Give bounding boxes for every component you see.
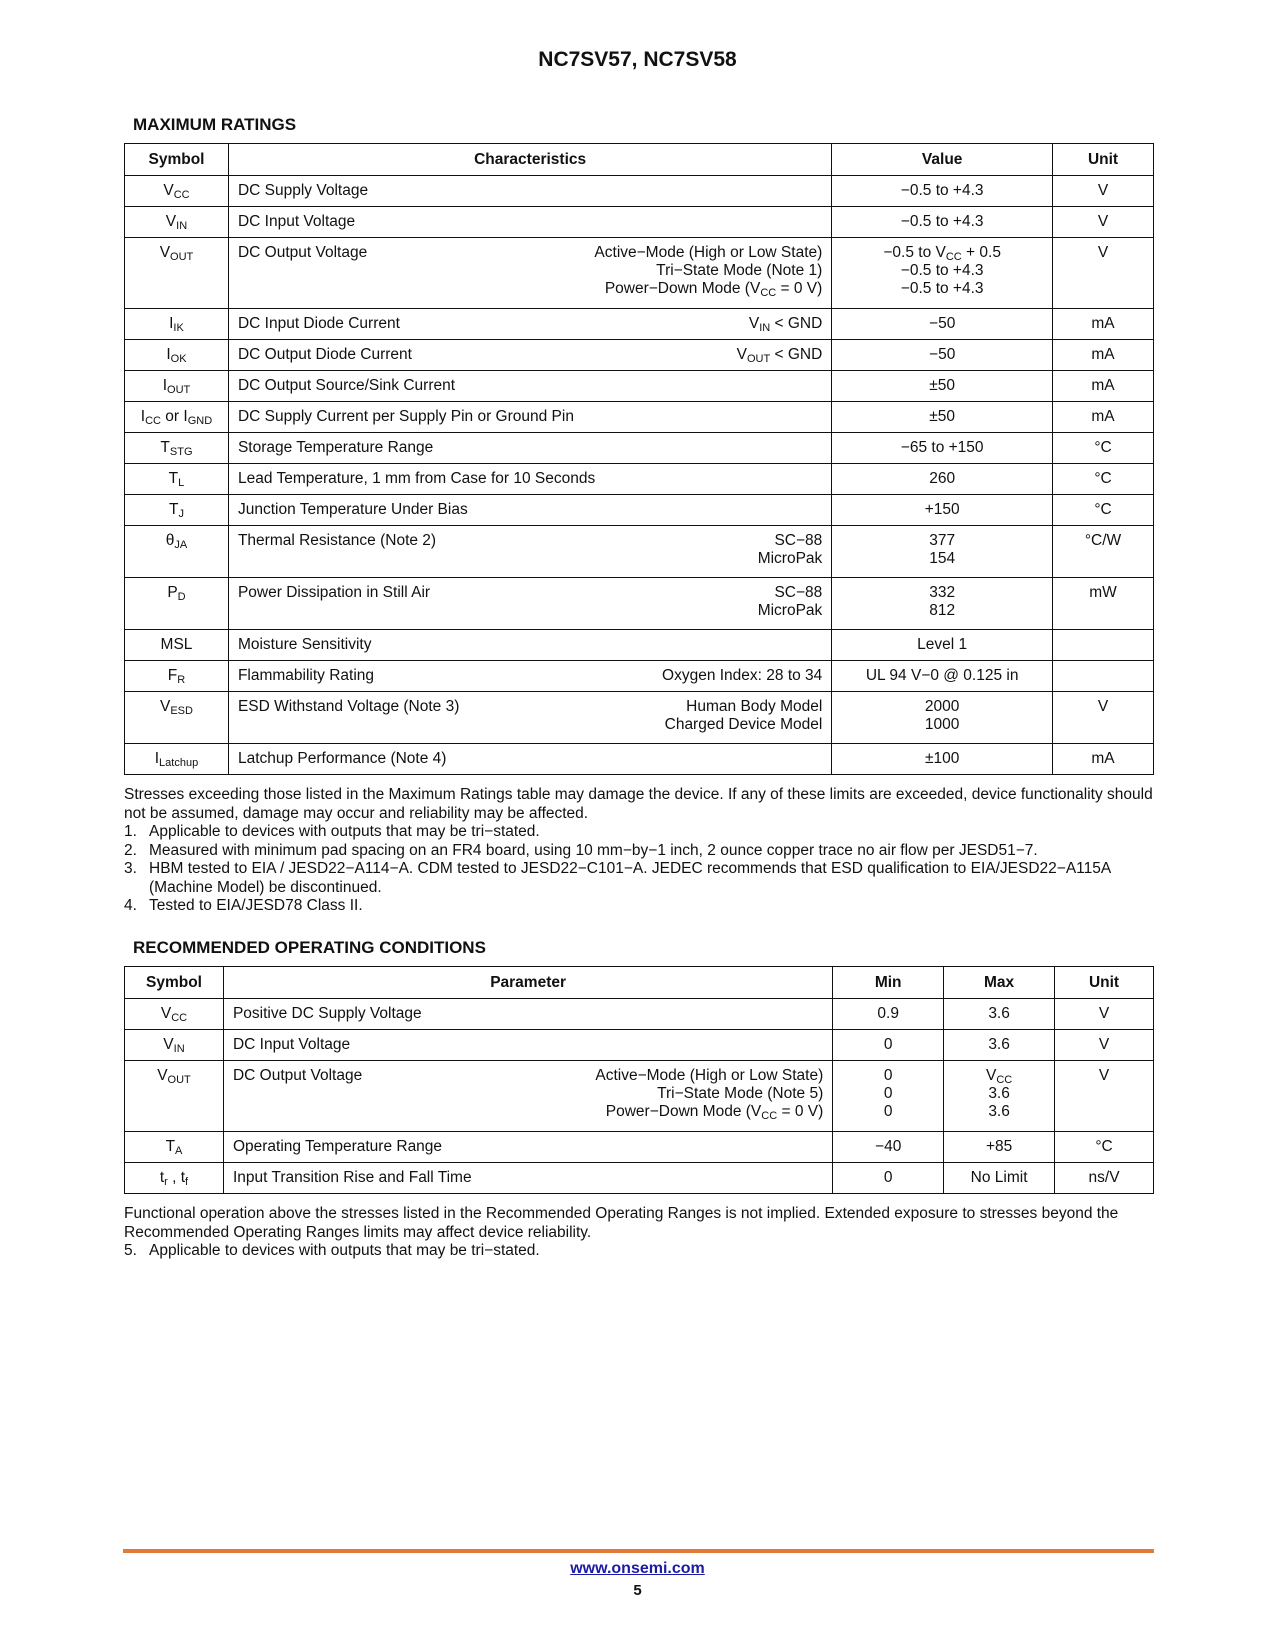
table-row <box>125 207 1154 238</box>
unit-cell <box>1053 661 1154 692</box>
unit-cell: mW <box>1053 578 1154 630</box>
max-cell: No Limit <box>944 1163 1055 1194</box>
footnote: 3. HBM tested to EIA / JESD22−A114−A. CDM tested to JESD22−C101−A. JEDEC recommends that ESD qualification to EIA/JESD22−A115A (Machine Model) be discontinued. <box>124 860 1111 896</box>
max-ratings-notes <box>124 786 1156 916</box>
characteristic-cell: DC Input Diode Current $V_{IN}$ < GND <box>228 309 831 340</box>
unit-cell: mA <box>1053 309 1154 340</box>
symbol-cell: $V_{IN}$ <box>125 1030 224 1061</box>
functional-note: Functional operation above the stresses listed in the Recommended Operating Ranges is not implied. Extended exposure to stresses beyond the Recommended Operating Ranges limits may affect device reliability. <box>124 1205 1119 1241</box>
unit-cell: °C <box>1055 1132 1154 1163</box>
table-row <box>125 526 1154 578</box>
unit-cell: °C <box>1053 433 1154 464</box>
col-value: Value <box>832 144 1053 176</box>
table-row <box>125 433 1154 464</box>
characteristic-cell: Power Dissipation in Still Air SC−88 MicroPak <box>228 578 831 630</box>
characteristic-cell: DC Output Voltage Active−Mode (High or Low State) Tri−State Mode (Note 1) Power−Down Mode ($V_{CC} = 0$ V) <box>228 238 831 309</box>
max-ratings-table <box>124 143 1154 775</box>
table-header-row <box>125 144 1154 176</box>
unit-cell: V <box>1053 207 1154 238</box>
unit-cell: mA <box>1053 371 1154 402</box>
symbol-cell: $V_{IN}$ <box>125 207 229 238</box>
symbol-cell: $T_A$ <box>125 1132 224 1163</box>
footnote: 4. Tested to EIA/JESD78 Class II. <box>124 897 363 914</box>
characteristic-cell: Lead Temperature, 1 mm from Case for 10 Seconds <box>228 464 831 495</box>
min-cell: −40 <box>833 1132 944 1163</box>
value-cell: 260 <box>832 464 1053 495</box>
min-cell: 0 0 0 <box>833 1061 944 1132</box>
unit-cell: mA <box>1053 340 1154 371</box>
symbol-cell: $V_{OUT}$ <box>125 238 229 309</box>
max-cell: 3.6 <box>944 1030 1055 1061</box>
rec-op-table <box>124 966 1154 1194</box>
max-cell: $V_{CC}$ 3.6 3.6 <box>944 1061 1055 1132</box>
unit-cell: °C <box>1053 495 1154 526</box>
characteristic-cell: Junction Temperature Under Bias <box>228 495 831 526</box>
table-row <box>125 692 1154 744</box>
table-row <box>125 1132 1154 1163</box>
table-row <box>125 1030 1154 1061</box>
characteristic-cell: ESD Withstand Voltage (Note 3) Human Body Model Charged Device Model <box>228 692 831 744</box>
value-cell: 2000 1000 <box>832 692 1053 744</box>
value-cell: ±50 <box>832 371 1053 402</box>
symbol-cell: $V_{CC}$ <box>125 176 229 207</box>
characteristic-cell: DC Output Source/Sink Current <box>228 371 831 402</box>
col-characteristics: Characteristics <box>228 144 831 176</box>
table-row <box>125 309 1154 340</box>
page-number: 5 <box>633 1582 642 1599</box>
table-row <box>125 495 1154 526</box>
value-cell: −0.5 to +4.3 <box>832 207 1053 238</box>
table-row <box>125 630 1154 661</box>
stress-note: Stresses exceeding those listed in the Maximum Ratings table may damage the device. If any of these limits are exceeded, device functionality should not be assumed, damage may occur and reliability may be affected. <box>124 786 1153 822</box>
min-cell: 0.9 <box>833 999 944 1030</box>
symbol-cell: $t_r$ , $t_f$ <box>125 1163 224 1194</box>
value-cell: ±50 <box>832 402 1053 433</box>
min-cell: 0 <box>833 1030 944 1061</box>
parameter-cell: DC Input Voltage <box>223 1030 832 1061</box>
symbol-cell: $T_L$ <box>125 464 229 495</box>
unit-cell: °C/W <box>1053 526 1154 578</box>
table-row <box>125 999 1154 1030</box>
symbol-cell: $F_R$ <box>125 661 229 692</box>
min-cell: 0 <box>833 1163 944 1194</box>
footnote: 5. Applicable to devices with outputs that may be tri−stated. <box>124 1242 540 1259</box>
page-title: NC7SV57, NC7SV58 <box>538 48 737 71</box>
table-row <box>125 1061 1154 1132</box>
characteristic-cell: Thermal Resistance (Note 2) SC−88 MicroPak <box>228 526 831 578</box>
max-cell: +85 <box>944 1132 1055 1163</box>
unit-cell: ns/V <box>1055 1163 1154 1194</box>
footer-divider <box>123 1549 1154 1553</box>
unit-cell: V <box>1053 692 1154 744</box>
unit-cell: mA <box>1053 744 1154 775</box>
parameter-cell: Input Transition Rise and Fall Time <box>223 1163 832 1194</box>
value-cell: −65 to +150 <box>832 433 1053 464</box>
value-cell: −0.5 to $V_{CC} + 0.5$ −0.5 to +4.3 −0.5 to +4.3 <box>832 238 1053 309</box>
rec-op-title: RECOMMENDED OPERATING CONDITIONS <box>133 938 486 957</box>
characteristic-cell: Latchup Performance (Note 4) <box>228 744 831 775</box>
parameter-cell: Operating Temperature Range <box>223 1132 832 1163</box>
value-cell: 377 154 <box>832 526 1053 578</box>
unit-cell: V <box>1053 238 1154 309</box>
max-ratings-title: MAXIMUM RATINGS <box>133 115 297 134</box>
symbol-cell: $I_{CC}$ or $I_{GND}$ <box>125 402 229 433</box>
parameter-cell: Positive DC Supply Voltage <box>223 999 832 1030</box>
value-cell: +150 <box>832 495 1053 526</box>
symbol-cell: $V_{ESD}$ <box>125 692 229 744</box>
max-cell: 3.6 <box>944 999 1055 1030</box>
characteristic-cell: Moisture Sensitivity <box>228 630 831 661</box>
table-row <box>125 1163 1154 1194</box>
symbol-cell: $T_J$ <box>125 495 229 526</box>
table-row <box>125 464 1154 495</box>
footnote: 2. Measured with minimum pad spacing on an FR4 board, using 10 mm−by−1 inch, 2 ounce copper trace no air flow per JESD51−7. <box>124 841 1038 859</box>
value-cell: ±100 <box>832 744 1053 775</box>
col-unit: Unit <box>1053 144 1154 176</box>
footnote: 1. Applicable to devices with outputs that may be tri−stated. <box>124 823 540 840</box>
table-row <box>125 744 1154 775</box>
value-cell: −50 <box>832 340 1053 371</box>
characteristic-cell: DC Supply Current per Supply Pin or Ground Pin <box>228 402 831 433</box>
website-link[interactable]: www.onsemi.com <box>570 1560 705 1577</box>
characteristic-cell: DC Input Voltage <box>228 207 831 238</box>
characteristic-cell: DC Supply Voltage <box>228 176 831 207</box>
value-cell: Level 1 <box>832 630 1053 661</box>
table-row <box>125 578 1154 630</box>
symbol-cell: $\theta_{JA}$ <box>125 526 229 578</box>
rec-op-notes <box>124 1205 1156 1261</box>
table-row <box>125 661 1154 692</box>
symbol-cell: $V_{CC}$ <box>125 999 224 1030</box>
characteristic-cell: DC Output Diode Current $V_{OUT}$ < GND <box>228 340 831 371</box>
condition-list: Active−Mode (High or Low State) Tri−State Mode (Note 1) Power−Down Mode ($V_{CC} = 0$ V) <box>594 244 823 299</box>
table-row <box>125 340 1154 371</box>
symbol-cell: $I_{IK}$ <box>125 309 229 340</box>
symbol-cell: $P_D$ <box>125 578 229 630</box>
table-row <box>125 371 1154 402</box>
unit-cell <box>1053 630 1154 661</box>
unit-cell: V <box>1055 999 1154 1030</box>
value-cell: −50 <box>832 309 1053 340</box>
symbol-cell: $I_{OUT}$ <box>125 371 229 402</box>
characteristic-cell: Storage Temperature Range <box>228 433 831 464</box>
unit-cell: V <box>1055 1030 1154 1061</box>
col-parameter: Parameter <box>223 967 832 999</box>
symbol-cell: $V_{OUT}$ <box>125 1061 224 1132</box>
characteristic-cell: Flammability Rating Oxygen Index: 28 to 34 <box>228 661 831 692</box>
col-symbol: Symbol <box>125 144 229 176</box>
value-cell: UL 94 V−0 @ 0.125 in <box>832 661 1053 692</box>
table-row <box>125 402 1154 433</box>
unit-cell: V <box>1053 176 1154 207</box>
value-cell: −0.5 to +4.3 <box>832 176 1053 207</box>
symbol-cell: $I_{OK}$ <box>125 340 229 371</box>
col-min: Min <box>833 967 944 999</box>
table-row <box>125 238 1154 309</box>
symbol-cell: $I_{Latchup}$ <box>125 744 229 775</box>
table-header-row <box>125 967 1154 999</box>
parameter-cell: DC Output Voltage Active−Mode (High or Low State) Tri−State Mode (Note 5) Power−Down Mode ($V_{CC} = 0$ V) <box>223 1061 832 1132</box>
col-unit: Unit <box>1055 967 1154 999</box>
unit-cell: V <box>1055 1061 1154 1132</box>
col-symbol: Symbol <box>125 967 224 999</box>
symbol-cell: MSL <box>125 630 229 661</box>
symbol-cell: $T_{STG}$ <box>125 433 229 464</box>
table-row <box>125 176 1154 207</box>
value-cell: 332 812 <box>832 578 1053 630</box>
unit-cell: mA <box>1053 402 1154 433</box>
unit-cell: °C <box>1053 464 1154 495</box>
col-max: Max <box>944 967 1055 999</box>
